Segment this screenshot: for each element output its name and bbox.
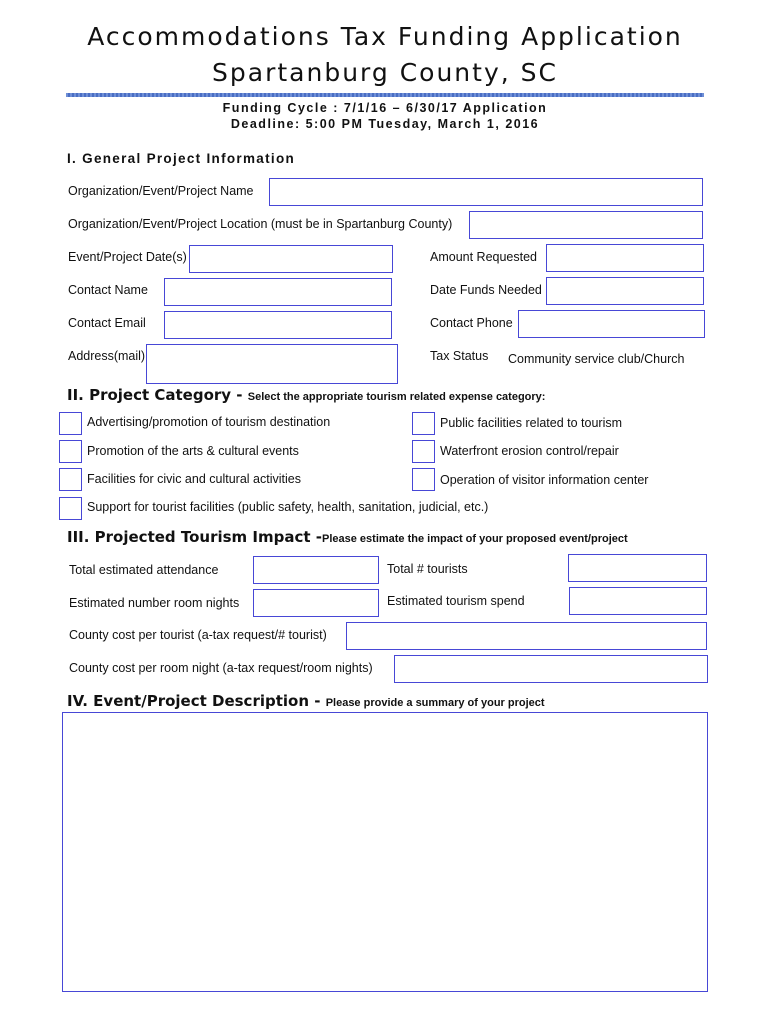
checkbox-tourist-support[interactable]: [59, 497, 82, 520]
section-3-heading: III. Projected Tourism Impact -: [67, 528, 322, 546]
org-name-label: Organization/Event/Project Name: [68, 184, 254, 198]
tourism-spend-field[interactable]: [569, 587, 707, 615]
date-funds-label: Date Funds Needed: [430, 283, 542, 297]
contact-email-field[interactable]: [164, 311, 392, 339]
contact-name-field[interactable]: [164, 278, 392, 306]
event-dates-label: Event/Project Date(s): [68, 250, 187, 264]
form-title-line1: Accommodations Tax Funding Application: [87, 22, 683, 51]
checkbox-public-facilities[interactable]: [412, 412, 435, 435]
attendance-label: Total estimated attendance: [69, 563, 219, 577]
contact-email-label: Contact Email: [68, 316, 146, 330]
org-location-field[interactable]: [469, 211, 703, 239]
section-2-heading: II. Project Category -: [67, 386, 248, 404]
cost-per-tourist-label: County cost per tourist (a-tax request/# tourist): [69, 628, 327, 642]
section-4-heading: IV. Event/Project Description -: [67, 692, 326, 710]
org-location-label: Organization/Event/Project Location (must be in Spartanburg County): [68, 217, 453, 231]
section-2-title: [67, 386, 545, 404]
checkbox-advertising[interactable]: [59, 412, 82, 435]
deadline: Deadline: 5:00 PM Tuesday, March 1, 2016: [230, 117, 540, 131]
checkbox-visitor-center[interactable]: [412, 468, 435, 491]
section-3-title: [67, 528, 628, 546]
cost-per-tourist-field[interactable]: [346, 622, 707, 650]
tourism-spend-label: Estimated tourism spend: [387, 594, 525, 608]
section-4-title: [67, 692, 545, 710]
tourists-field[interactable]: [568, 554, 707, 582]
org-name-field[interactable]: [269, 178, 703, 206]
option-public-facilities: Public facilities related to tourism: [440, 416, 623, 430]
cost-per-room-label: County cost per room night (a-tax request/room nights): [69, 661, 373, 675]
contact-name-label: Contact Name: [68, 283, 148, 297]
address-field[interactable]: [146, 344, 398, 384]
project-description-field[interactable]: [62, 712, 708, 992]
checkbox-waterfront[interactable]: [412, 440, 435, 463]
contact-phone-label: Contact Phone: [430, 316, 513, 330]
option-advertising: Advertising/promotion of tourism destination: [87, 415, 331, 429]
room-nights-field[interactable]: [253, 589, 379, 617]
form-title-line2: Spartanburg County, SC: [212, 58, 558, 87]
address-label: Address(mail): [68, 349, 146, 363]
amount-requested-label: Amount Requested: [430, 250, 538, 264]
contact-phone-field[interactable]: [518, 310, 705, 338]
section-1-title: I. General Project Information: [67, 151, 296, 166]
date-funds-field[interactable]: [546, 277, 704, 305]
event-dates-field[interactable]: [189, 245, 393, 273]
tax-status-value[interactable]: Community service club/Church: [508, 352, 685, 366]
section-2-subtitle: Select the appropriate tourism related expense category:: [247, 391, 546, 403]
room-nights-label: Estimated number room nights: [69, 596, 240, 610]
tax-status-label: Tax Status: [430, 349, 489, 363]
amount-requested-field[interactable]: [546, 244, 704, 272]
checkbox-arts[interactable]: [59, 440, 82, 463]
option-arts: Promotion of the arts & cultural events: [87, 444, 299, 458]
section-4-subtitle: Please provide a summary of your project: [325, 697, 545, 709]
option-waterfront: Waterfront erosion control/repair: [440, 444, 619, 458]
funding-cycle: Funding Cycle : 7/1/16 – 6/30/17 Application: [222, 101, 548, 115]
section-3-subtitle: Please estimate the impact of your proposed event/project: [322, 533, 628, 545]
option-tourist-support: Support for tourist facilities (public safety, health, sanitation, judicial, etc.): [87, 500, 489, 514]
cost-per-room-field[interactable]: [394, 655, 708, 683]
tourists-label: Total # tourists: [387, 562, 468, 576]
title-divider: [66, 93, 704, 97]
attendance-field[interactable]: [253, 556, 379, 584]
option-civic-facilities: Facilities for civic and cultural activities: [87, 472, 301, 486]
option-visitor-center: Operation of visitor information center: [440, 473, 649, 487]
checkbox-civic-facilities[interactable]: [59, 468, 82, 491]
